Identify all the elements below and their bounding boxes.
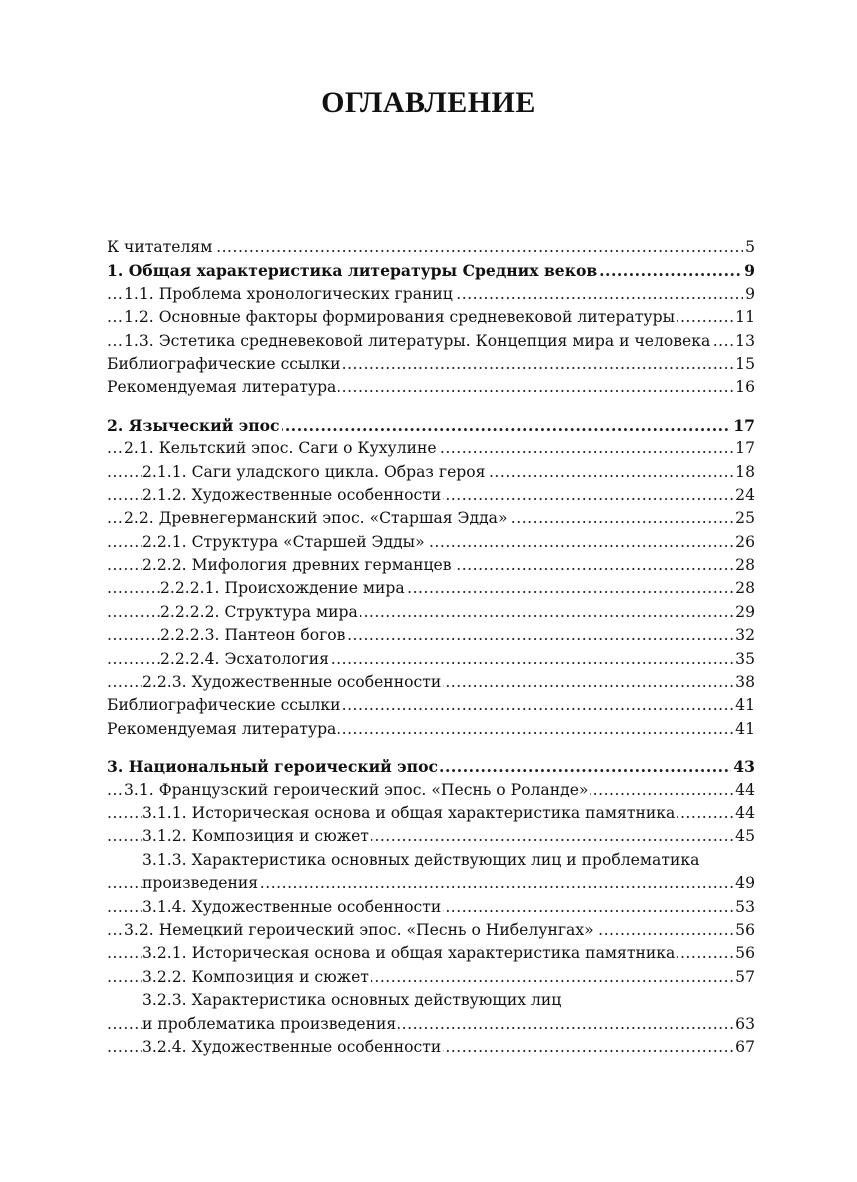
toc-entry-page: 35 [733,648,755,671]
toc-entry-title: 3.1.3. Характеристика основных действующих лиц и проблематика [142,850,700,869]
toc-entry-title: 3.2.3. Характеристика основных действующих лиц [142,991,562,1010]
toc-entry-title: 2.2.2.1. Происхождение мира [160,579,405,598]
toc-entry-title: 2.2.2.3. Пантеон богов [160,626,346,645]
toc-entry-page: 28 [733,554,755,577]
toc-chapter[interactable] [107,414,755,437]
toc-entry[interactable] [107,461,755,484]
spacer [107,400,755,414]
toc-entry-title: и проблематика произведения [142,1014,397,1033]
toc-entry[interactable] [107,896,755,919]
toc-entry[interactable] [107,624,755,647]
toc-entry-title: 3.1.1. Историческая основа и общая характеристика памятника [142,803,676,822]
toc-entry[interactable] [107,236,755,259]
toc-entry-page: 44 [733,802,755,825]
toc-entry[interactable] [107,802,755,825]
toc-entry-page: 11 [733,306,755,329]
toc-entry[interactable] [107,825,755,848]
toc-entry[interactable] [107,919,755,942]
toc-entry[interactable] [107,1036,755,1059]
toc-entry-title: 1. Общая характеристика литературы Средних веков [107,261,598,281]
toc-entry-page: 17 [733,437,755,460]
toc-entry[interactable] [107,779,755,802]
toc-entry-title: 1.3. Эстетика средневековой литературы. Концепция мира и человека [124,331,711,350]
toc-entry-title: 3.2. Немецкий героический эпос. «Песнь о Нибелунгах» [124,920,594,939]
toc-entry-title: 3.2.1. Историческая основа и общая характеристика памятника [142,944,676,963]
toc-entry-page: 17 [731,414,755,437]
toc-entry[interactable] [107,531,755,554]
toc-entry[interactable] [107,694,755,717]
toc-entry-continuation[interactable] [107,1013,755,1036]
toc-entry-title: 3.2.4. Художественные особенности [142,1037,442,1056]
toc-entry[interactable] [107,718,755,741]
toc-entry-page: 57 [733,966,755,989]
toc-entry[interactable] [107,942,755,965]
toc-entry-title: произведения [142,874,259,893]
toc-entry-page: 56 [733,942,755,965]
toc-entry-title: 3.1. Французский героический эпос. «Песнь о Роланде» [124,780,589,799]
toc-entry-title: 2.2.2.2. Структура мира [160,602,358,621]
table-of-contents [107,236,755,1059]
toc-chapter[interactable] [107,755,755,778]
toc-entry-page: 38 [733,671,755,694]
toc-entry-page: 15 [733,353,755,376]
toc-entry-page: 25 [733,507,755,530]
toc-entry[interactable] [107,353,755,376]
toc-entry-title: 2.1.2. Художественные особенности [142,485,442,504]
toc-entry-page: 28 [733,577,755,600]
toc-entry[interactable] [107,989,755,1012]
toc-entry-page: 67 [733,1036,755,1059]
toc-entry-title: 1.2. Основные факторы формирования средневековой литературы [124,308,675,327]
toc-entry[interactable] [107,437,755,460]
toc-entry-title: 3.1.2. Композиция и сюжет [142,827,369,846]
toc-entry-title: К читателям [107,238,213,256]
toc-entry-page: 41 [733,718,755,741]
toc-entry-page: 41 [733,694,755,717]
toc-entry[interactable] [107,601,755,624]
toc-entry-page: 63 [733,1013,755,1036]
toc-entry[interactable] [107,507,755,530]
toc-entry-continuation[interactable] [107,872,755,895]
toc-entry-title: 2.1.1. Саги уладского цикла. Образ героя [142,462,486,481]
toc-entry[interactable] [107,648,755,671]
toc-entry-page: 44 [733,779,755,802]
toc-chapter[interactable] [107,259,755,282]
toc-entry[interactable] [107,283,755,306]
toc-entry-title: Рекомендуемая литература [107,378,337,397]
toc-entry[interactable] [107,554,755,577]
toc-entry-page: 29 [733,601,755,624]
toc-entry[interactable] [107,376,755,399]
toc-entry[interactable] [107,849,755,872]
toc-entry-title: 2.1. Кельтский эпос. Саги о Кухулине [124,439,437,458]
toc-entry-title: 2.2.2. Мифология древних германцев [142,556,452,575]
toc-entry-title: 2.2.3. Художественные особенности [142,673,442,692]
spacer [107,741,755,755]
toc-entry-title: 2.2. Древнегерманский эпос. «Старшая Эдда» [124,509,508,528]
toc-entry-title: 3.2.2. Композиция и сюжет [142,967,369,986]
toc-entry[interactable] [107,577,755,600]
toc-entry[interactable] [107,671,755,694]
toc-entry-title: Рекомендуемая литература [107,719,337,738]
toc-entry[interactable] [107,484,755,507]
toc-entry-page: 24 [733,484,755,507]
toc-entry-title: 1.1. Проблема хронологических границ [124,284,453,303]
toc-entry-title: 2.2.2.4. Эсхатология [160,649,329,668]
toc-entry-page: 32 [733,624,755,647]
toc-entry-page: 45 [733,825,755,848]
toc-entry-title: Библиографические ссылки [107,354,341,373]
toc-entry-page: 53 [733,896,755,919]
toc-entry-page: 13 [733,330,755,353]
toc-entry-title: Библиографические ссылки [107,696,341,715]
toc-entry-page: 18 [733,461,755,484]
toc-entry-title: 2.2.1. Структура «Старшей Эдды» [142,532,425,551]
toc-entry-page: 43 [731,755,755,778]
toc-entry-page: 9 [743,283,755,306]
toc-entry-page: 5 [743,236,755,259]
toc-entry[interactable] [107,330,755,353]
toc-entry-title: 3. Национальный героический эпос [107,757,438,777]
page-title: ОГЛАВЛЕНИЕ [321,86,536,119]
toc-entry-page: 56 [733,919,755,942]
toc-entry-page: 26 [733,531,755,554]
toc-entry-page: 16 [733,376,755,399]
toc-entry-title: 2. Языческий эпос [107,415,280,435]
toc-entry[interactable] [107,966,755,989]
toc-entry-page: 9 [742,259,755,282]
toc-entry-title: 3.1.4. Художественные особенности [142,897,442,916]
toc-entry-page: 49 [733,872,755,895]
toc-entry[interactable] [107,306,755,329]
